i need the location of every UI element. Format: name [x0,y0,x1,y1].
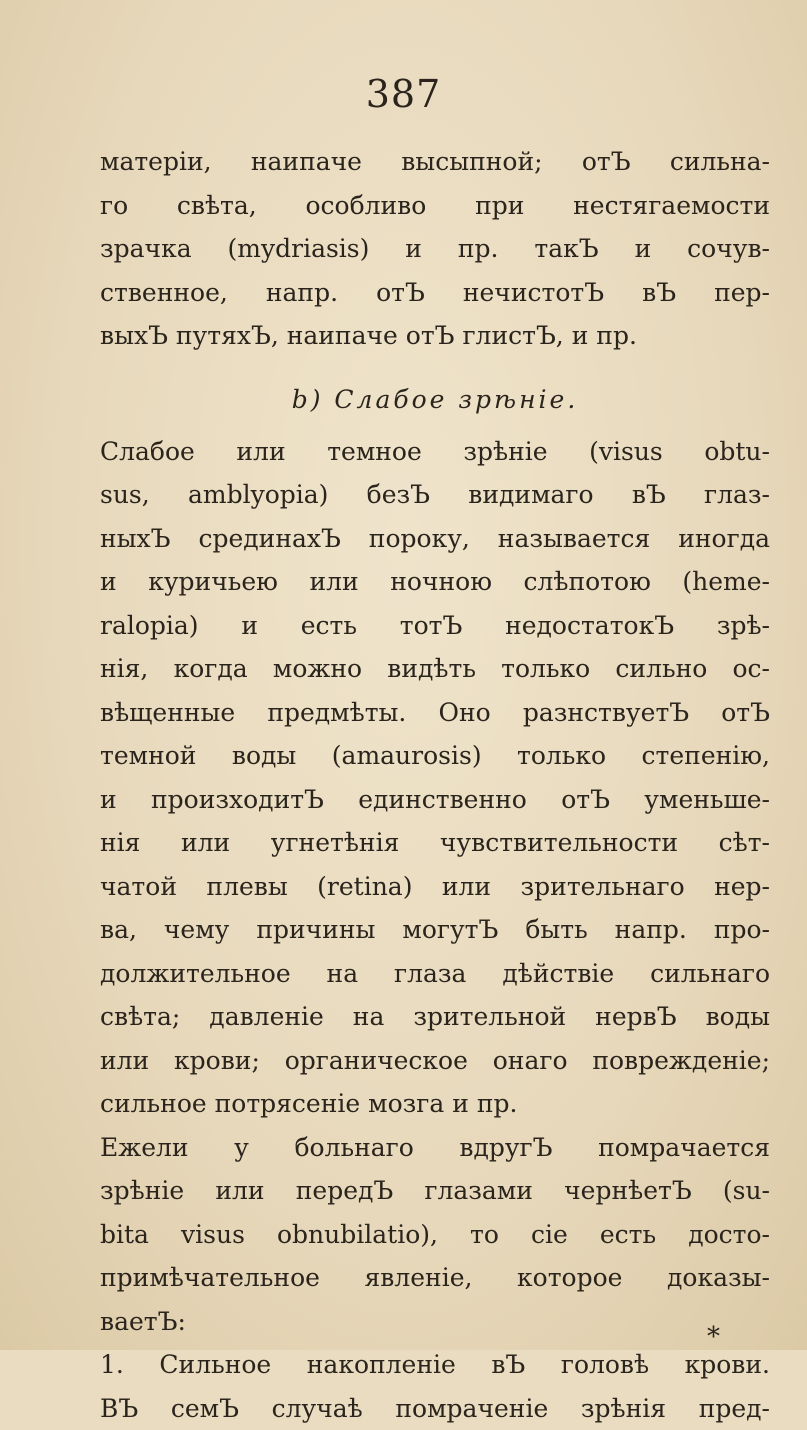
text-line: вѣщенные предмѣты. Оно разнствуетЪ отЪ [100,691,770,735]
text-line: Слабое или темное зрѣніе (visus obtu- [100,430,770,474]
text-line: и куричьею или ночною слѣпотою (heme- [100,560,770,604]
paragraph-2 [100,430,770,1126]
page-text [100,140,770,1430]
paragraph-1 [100,140,770,358]
text-line: ныхЪ срединахЪ пороку, называется иногда [100,517,770,561]
text-line: го свѣта, особливо при нестягаемости [100,184,770,228]
list-item: 1. Сильное накопленіе вЪ головѣ крови. [100,1343,770,1387]
paragraph-4 [100,1387,770,1430]
text-line: bita visus obnubilatio), то сіе есть досто- [100,1213,770,1257]
text-line: должительное на глаза дѣйствіе сильнаго [100,952,770,996]
text-line: нія или угнетѣнія чувствительности сѣт- [100,821,770,865]
text-line: ственное, напр. отЪ нечистотЪ вЪ пер- [100,271,770,315]
text-line: зрѣніе или передЪ глазами чернѣетЪ (su- [100,1169,770,1213]
page-number: 387 [0,72,807,116]
text-line: sus, amblyopia) безЪ видимаго вЪ глаз- [100,473,770,517]
text-line: зрачка (mydriasis) и пр. такЪ и сочув- [100,227,770,271]
text-line: ваетЪ: [100,1300,770,1344]
text-line: или крови; органическое онаго поврежденіе; [100,1039,770,1083]
text-line: чатой плевы (retina) или зрительнаго нер- [100,865,770,909]
text-line: темной воды (amaurosis) только степенію, [100,734,770,778]
text-line: ва, чему причины могутЪ быть напр. про- [100,908,770,952]
text-line: матеріи, наипаче высыпной; отЪ сильна- [100,140,770,184]
text-line: примѣчательное явленіе, которое доказы- [100,1256,770,1300]
paragraph-3 [100,1126,770,1344]
text-line: ralopia) и есть тотЪ недостатокЪ зрѣ- [100,604,770,648]
text-line: и произходитЪ единственно отЪ уменьше- [100,778,770,822]
text-line: сильное потрясеніе мозга и пр. [100,1082,770,1126]
text-line: Ежели у больнаго вдругЪ помрачается [100,1126,770,1170]
text-line: выхЪ путяхЪ, наипаче отЪ глистЪ, и пр. [100,314,770,358]
section-heading: b) Слабое зрѣніе. [100,370,770,430]
text-line: нія, когда можно видѣть только сильно ос- [100,647,770,691]
text-line: ВЪ семЪ случаѣ помраченіе зрѣнія пред- [100,1387,770,1430]
text-line: свѣта; давленіе на зрительной нервЪ воды [100,995,770,1039]
signature-mark: * [707,1322,720,1352]
